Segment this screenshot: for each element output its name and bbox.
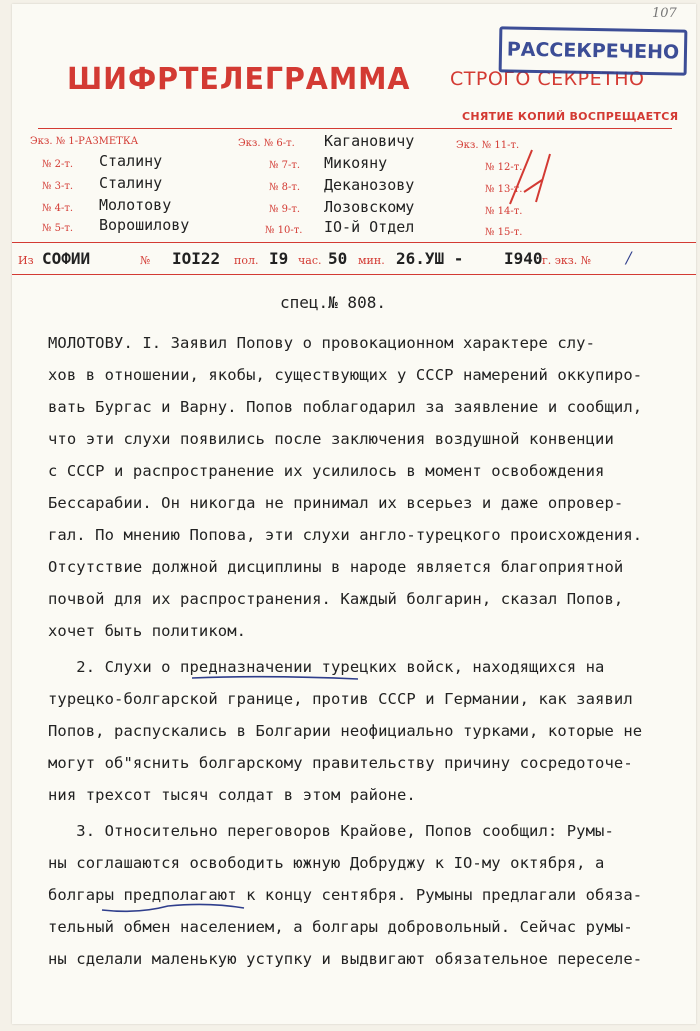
origin-rule	[12, 274, 696, 275]
origin-from-label: Из	[18, 254, 34, 267]
dist-name-5: Ворошилову	[99, 216, 190, 234]
dist-label-15: № 15-т.	[485, 227, 523, 238]
origin-hour: I9	[269, 249, 289, 268]
origin-hour-label: час.	[298, 254, 322, 267]
form-title: ШИФРТЕЛЕГРАММА	[67, 62, 411, 97]
pen-underline-mark	[190, 674, 360, 682]
handwritten-scribble-icon	[502, 144, 562, 214]
pen-underline-mark-2	[98, 900, 248, 914]
dist-name-7: Микояну	[324, 154, 388, 172]
dist-label-5: № 5-т.	[42, 223, 74, 234]
body-line-2: хов в отношении, якобы, существующих у СССР намерений оккупиро-	[48, 366, 643, 384]
origin-date: 26.УШ -	[396, 249, 464, 268]
classification-label: СТРОГО СЕКРЕТНО	[450, 68, 645, 90]
declassified-stamp: РАССЕКРЕЧЕНО	[499, 26, 688, 75]
origin-year: I940	[504, 249, 543, 268]
dist-label-4: № 4-т.	[42, 203, 74, 214]
body-line-1: МОЛОТОВУ. I. Заявил Попову о провокационном характере слу-	[48, 334, 596, 352]
origin-copy-no: /	[626, 248, 632, 267]
dist-label-8: № 8-т.	[269, 182, 301, 193]
body-line-5: с СССР и распространение их усилилось в момент освобождения	[48, 462, 605, 480]
origin-minute-label: мин.	[358, 254, 385, 267]
dist-label-9: № 9-т.	[269, 204, 301, 215]
body-line-20: ны сделали маленькую уступку и выдвигают обязательное переселе-	[48, 950, 643, 968]
handwritten-mark	[512, 172, 514, 173]
dist-label-7: № 7-т.	[269, 160, 301, 171]
dist-label-3: № 3-т.	[42, 181, 74, 192]
dist-label-12: № 12-т.	[485, 162, 523, 173]
origin-num-label: №	[140, 254, 151, 267]
telegram-page	[12, 4, 696, 1024]
dist-name-3: Сталину	[99, 174, 163, 192]
spec-number: спец.№ 808.	[280, 293, 386, 312]
body-line-3: вать Бургас и Варну. Попов поблагодарил за заявление и сообщил,	[48, 398, 643, 416]
body-line-14: могут об"яснить болгарскому правительству причину сосредоточе-	[48, 754, 633, 772]
dist-label-10: № 10-т.	[265, 225, 303, 236]
dist-name-2: Сталину	[99, 152, 163, 170]
body-line-6: Бессарабии. Он никогда не принимал их всерьез и даже опровер-	[48, 494, 624, 512]
body-line-13: Попов, распускались в Болгарии неофициально турками, которые не	[48, 722, 643, 740]
origin-number: IOI22	[172, 249, 221, 268]
body-line-9: почвой для их распространения. Каждый болгарин, сказал Попов,	[48, 590, 624, 608]
origin-city: СОФИИ	[42, 249, 91, 268]
dist-label-13: № 13-т.	[485, 184, 523, 195]
pencil-page-number: 107	[652, 6, 677, 21]
body-line-15: ния трехсот тысяч солдат в этом районе.	[48, 786, 416, 804]
header-rule	[38, 128, 672, 129]
body-line-17: ны соглашаются освободить южную Добруджу к IO-му октября, а	[48, 854, 605, 872]
origin-year-label: г. экз. №	[542, 254, 592, 267]
dist-label-14: № 14-т.	[485, 206, 523, 217]
body-line-7: гал. По мнению Попова, эти слухи англо-турецкого происхождения.	[48, 526, 643, 544]
dist-name-9: Лозовскому	[324, 198, 415, 216]
body-line-16: 3. Относительно переговоров Крайове, Попов сообщил: Румы-	[48, 822, 614, 840]
body-line-8: Отсутствие должной дисциплины в народе является благоприятной	[48, 558, 624, 576]
dist-label-2: № 2-т.	[42, 159, 74, 170]
body-line-4: что эти слухи появились после заключения воздушной конвенции	[48, 430, 614, 448]
body-line-10: хочет быть политиком.	[48, 622, 247, 640]
dist-name-6: Кагановичу	[324, 132, 415, 150]
body-line-12: турецко-болгарской границе, против СССР и Германии, как заявил	[48, 690, 633, 708]
origin-minute: 50	[328, 249, 348, 268]
dist-label-6: Экз. № 6-т.	[238, 138, 295, 149]
dist-label-11: Экз. № 11-т.	[456, 140, 520, 151]
distribution-rule	[12, 242, 696, 243]
dist-name-8: Деканозову	[324, 176, 415, 194]
origin-received-label: пол.	[234, 254, 259, 267]
body-line-18: болгары предполагают к концу сентября. Румыны предлагали обяза-	[48, 886, 643, 904]
body-line-11: 2. Слухи о предназначении турецких войск, находящихся на	[48, 658, 605, 676]
dist-label-1: Экз. № 1-РАЗМЕТКА	[30, 136, 139, 147]
no-copy-notice: СНЯТИЕ КОПИЙ ВОСПРЕЩАЕТСЯ	[462, 110, 679, 123]
dist-name-10: IO-й Отдел	[324, 218, 415, 236]
body-line-19: тельный обмен населением, а болгары добровольный. Сейчас румы-	[48, 918, 633, 936]
dist-name-4: Молотову	[99, 196, 172, 214]
